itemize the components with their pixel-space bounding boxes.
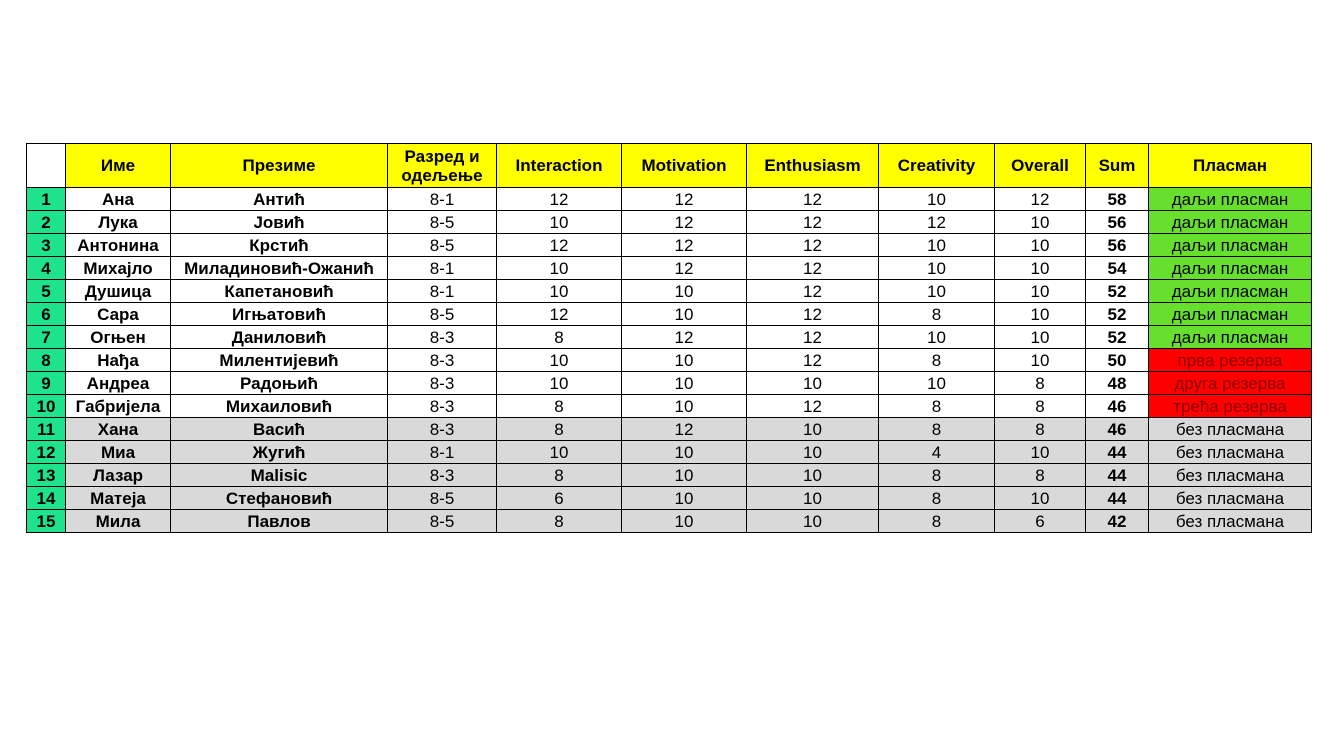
overall-cell[interactable]: 10 [995, 441, 1086, 464]
class-cell[interactable]: 8-1 [388, 257, 497, 280]
header-placement[interactable]: Пласман [1149, 144, 1312, 188]
rank-cell[interactable]: 6 [27, 303, 66, 326]
table-row [27, 372, 1312, 395]
sum-cell[interactable]: 56 [1086, 234, 1149, 257]
class-cell[interactable]: 8-1 [388, 280, 497, 303]
sum-cell[interactable]: 44 [1086, 441, 1149, 464]
table-row [27, 510, 1312, 533]
class-cell[interactable]: 8-3 [388, 464, 497, 487]
motivation-cell[interactable]: 10 [622, 372, 747, 395]
motivation-cell[interactable]: 12 [622, 188, 747, 211]
enthusiasm-cell[interactable]: 12 [747, 349, 879, 372]
interaction-cell[interactable]: 10 [497, 280, 622, 303]
interaction-cell[interactable]: 8 [497, 464, 622, 487]
placement-cell[interactable]: даљи пласман [1149, 211, 1312, 234]
placement-cell[interactable]: друга резерва [1149, 372, 1312, 395]
sum-cell[interactable]: 54 [1086, 257, 1149, 280]
rank-cell[interactable]: 8 [27, 349, 66, 372]
interaction-cell[interactable]: 8 [497, 510, 622, 533]
placement-cell[interactable]: трећа резерва [1149, 395, 1312, 418]
motivation-cell[interactable]: 12 [622, 418, 747, 441]
placement-cell[interactable]: без пласмана [1149, 487, 1312, 510]
enthusiasm-cell[interactable]: 10 [747, 487, 879, 510]
header-sum[interactable]: Sum [1086, 144, 1149, 188]
motivation-cell[interactable]: 10 [622, 349, 747, 372]
sum-cell[interactable]: 44 [1086, 487, 1149, 510]
overall-cell[interactable]: 10 [995, 234, 1086, 257]
class-cell[interactable]: 8-5 [388, 487, 497, 510]
table-row [27, 418, 1312, 441]
placement-cell[interactable]: без пласмана [1149, 464, 1312, 487]
class-cell[interactable]: 8-5 [388, 303, 497, 326]
sum-cell[interactable]: 52 [1086, 326, 1149, 349]
motivation-cell[interactable]: 10 [622, 487, 747, 510]
rank-cell[interactable]: 11 [27, 418, 66, 441]
motivation-cell[interactable]: 12 [622, 211, 747, 234]
interaction-cell[interactable]: 6 [497, 487, 622, 510]
first-name-cell[interactable]: Лазар [66, 464, 171, 487]
sum-cell[interactable]: 56 [1086, 211, 1149, 234]
enthusiasm-cell[interactable]: 12 [747, 303, 879, 326]
placement-cell[interactable]: без пласмана [1149, 510, 1312, 533]
rank-cell[interactable]: 4 [27, 257, 66, 280]
creativity-cell[interactable]: 10 [879, 257, 995, 280]
first-name-cell[interactable]: Ана [66, 188, 171, 211]
first-name-cell[interactable]: Миа [66, 441, 171, 464]
last-name-cell[interactable]: Михаиловић [171, 395, 388, 418]
overall-cell[interactable]: 8 [995, 464, 1086, 487]
placement-cell[interactable]: даљи пласман [1149, 257, 1312, 280]
creativity-cell[interactable]: 8 [879, 303, 995, 326]
creativity-cell[interactable]: 8 [879, 418, 995, 441]
interaction-cell[interactable]: 8 [497, 326, 622, 349]
overall-cell[interactable]: 10 [995, 211, 1086, 234]
rank-cell[interactable]: 2 [27, 211, 66, 234]
sum-cell[interactable]: 50 [1086, 349, 1149, 372]
overall-cell[interactable]: 6 [995, 510, 1086, 533]
interaction-cell[interactable]: 8 [497, 395, 622, 418]
first-name-cell[interactable]: Матеја [66, 487, 171, 510]
class-cell[interactable]: 8-3 [388, 349, 497, 372]
interaction-cell[interactable]: 10 [497, 372, 622, 395]
table-row [27, 188, 1312, 211]
rank-cell[interactable]: 5 [27, 280, 66, 303]
rank-cell[interactable]: 10 [27, 395, 66, 418]
interaction-cell[interactable]: 10 [497, 211, 622, 234]
overall-cell[interactable]: 10 [995, 326, 1086, 349]
sum-cell[interactable]: 48 [1086, 372, 1149, 395]
placement-cell[interactable]: даљи пласман [1149, 303, 1312, 326]
corner-cell[interactable] [27, 144, 66, 188]
table-row [27, 395, 1312, 418]
header-last-name[interactable]: Презиме [171, 144, 388, 188]
rank-cell[interactable]: 12 [27, 441, 66, 464]
table-row [27, 487, 1312, 510]
class-cell[interactable]: 8-3 [388, 326, 497, 349]
class-cell[interactable]: 8-5 [388, 510, 497, 533]
overall-cell[interactable]: 8 [995, 395, 1086, 418]
last-name-cell[interactable]: Крстић [171, 234, 388, 257]
interaction-cell[interactable]: 12 [497, 188, 622, 211]
header-enthusiasm[interactable]: Enthusiasm [747, 144, 879, 188]
last-name-cell[interactable]: Игњатовић [171, 303, 388, 326]
ranking-table [26, 143, 1312, 533]
rank-cell[interactable]: 13 [27, 464, 66, 487]
table-row [27, 349, 1312, 372]
interaction-cell[interactable]: 10 [497, 441, 622, 464]
enthusiasm-cell[interactable]: 12 [747, 280, 879, 303]
overall-cell[interactable]: 12 [995, 188, 1086, 211]
enthusiasm-cell[interactable]: 12 [747, 211, 879, 234]
creativity-cell[interactable]: 10 [879, 372, 995, 395]
creativity-cell[interactable]: 10 [879, 234, 995, 257]
first-name-cell[interactable]: Лука [66, 211, 171, 234]
enthusiasm-cell[interactable]: 10 [747, 441, 879, 464]
placement-cell[interactable]: без пласмана [1149, 418, 1312, 441]
header-creativity[interactable]: Creativity [879, 144, 995, 188]
motivation-cell[interactable]: 10 [622, 464, 747, 487]
enthusiasm-cell[interactable]: 12 [747, 257, 879, 280]
placement-cell[interactable]: без пласмана [1149, 441, 1312, 464]
interaction-cell[interactable]: 12 [497, 303, 622, 326]
first-name-cell[interactable]: Нађа [66, 349, 171, 372]
placement-cell[interactable]: даљи пласман [1149, 280, 1312, 303]
sum-cell[interactable]: 42 [1086, 510, 1149, 533]
interaction-cell[interactable]: 8 [497, 418, 622, 441]
sum-cell[interactable]: 52 [1086, 303, 1149, 326]
overall-cell[interactable]: 8 [995, 418, 1086, 441]
placement-cell[interactable]: даљи пласман [1149, 326, 1312, 349]
interaction-cell[interactable]: 10 [497, 349, 622, 372]
table-row [27, 211, 1312, 234]
class-cell[interactable]: 8-5 [388, 211, 497, 234]
motivation-cell[interactable]: 12 [622, 257, 747, 280]
last-name-cell[interactable]: Павлов [171, 510, 388, 533]
last-name-cell[interactable]: Васић [171, 418, 388, 441]
rank-cell[interactable]: 3 [27, 234, 66, 257]
creativity-cell[interactable]: 8 [879, 395, 995, 418]
enthusiasm-cell[interactable]: 10 [747, 510, 879, 533]
enthusiasm-cell[interactable]: 12 [747, 326, 879, 349]
class-cell[interactable]: 8-3 [388, 418, 497, 441]
sum-cell[interactable]: 44 [1086, 464, 1149, 487]
rank-cell[interactable]: 15 [27, 510, 66, 533]
overall-cell[interactable]: 10 [995, 280, 1086, 303]
last-name-cell[interactable]: Миладиновић-Ожанић [171, 257, 388, 280]
table-row [27, 326, 1312, 349]
header-motivation[interactable]: Motivation [622, 144, 747, 188]
header-class[interactable]: Разред и одељење [388, 144, 497, 188]
table-row [27, 280, 1312, 303]
table-row [27, 234, 1312, 257]
class-cell[interactable]: 8-5 [388, 234, 497, 257]
last-name-cell[interactable]: Капетановић [171, 280, 388, 303]
table-row [27, 464, 1312, 487]
class-cell[interactable]: 8-3 [388, 372, 497, 395]
header-row [27, 144, 1312, 188]
last-name-cell[interactable]: Јовић [171, 211, 388, 234]
class-cell[interactable]: 8-1 [388, 188, 497, 211]
table-row [27, 303, 1312, 326]
rank-cell[interactable]: 1 [27, 188, 66, 211]
enthusiasm-cell[interactable]: 12 [747, 188, 879, 211]
placement-cell[interactable]: прва резерва [1149, 349, 1312, 372]
sum-cell[interactable]: 58 [1086, 188, 1149, 211]
table-row [27, 441, 1312, 464]
rank-cell[interactable]: 7 [27, 326, 66, 349]
last-name-cell[interactable]: Милентијевић [171, 349, 388, 372]
creativity-cell[interactable]: 10 [879, 280, 995, 303]
creativity-cell[interactable]: 8 [879, 487, 995, 510]
header-interaction[interactable]: Interaction [497, 144, 622, 188]
class-cell[interactable]: 8-1 [388, 441, 497, 464]
table-row [27, 257, 1312, 280]
last-name-cell[interactable]: Даниловић [171, 326, 388, 349]
overall-cell[interactable]: 10 [995, 487, 1086, 510]
last-name-cell[interactable]: Malisic [171, 464, 388, 487]
overall-cell[interactable]: 10 [995, 303, 1086, 326]
last-name-cell[interactable]: Жугић [171, 441, 388, 464]
creativity-cell[interactable]: 10 [879, 188, 995, 211]
motivation-cell[interactable]: 10 [622, 280, 747, 303]
motivation-cell[interactable]: 12 [622, 234, 747, 257]
enthusiasm-cell[interactable]: 12 [747, 234, 879, 257]
first-name-cell[interactable]: Сара [66, 303, 171, 326]
motivation-cell[interactable]: 10 [622, 395, 747, 418]
sum-cell[interactable]: 46 [1086, 418, 1149, 441]
last-name-cell[interactable]: Антић [171, 188, 388, 211]
motivation-cell[interactable]: 10 [622, 303, 747, 326]
first-name-cell[interactable]: Огњен [66, 326, 171, 349]
creativity-cell[interactable]: 8 [879, 464, 995, 487]
enthusiasm-cell[interactable]: 10 [747, 372, 879, 395]
overall-cell[interactable]: 8 [995, 372, 1086, 395]
placement-cell[interactable]: даљи пласман [1149, 234, 1312, 257]
header-overall[interactable]: Overall [995, 144, 1086, 188]
rank-cell[interactable]: 9 [27, 372, 66, 395]
first-name-cell[interactable]: Антонина [66, 234, 171, 257]
first-name-cell[interactable]: Мила [66, 510, 171, 533]
overall-cell[interactable]: 10 [995, 257, 1086, 280]
motivation-cell[interactable]: 10 [622, 510, 747, 533]
first-name-cell[interactable]: Душица [66, 280, 171, 303]
creativity-cell[interactable]: 12 [879, 211, 995, 234]
creativity-cell[interactable]: 4 [879, 441, 995, 464]
enthusiasm-cell[interactable]: 10 [747, 464, 879, 487]
last-name-cell[interactable]: Стефановић [171, 487, 388, 510]
enthusiasm-cell[interactable]: 12 [747, 395, 879, 418]
interaction-cell[interactable]: 10 [497, 257, 622, 280]
class-cell[interactable]: 8-3 [388, 395, 497, 418]
sum-cell[interactable]: 52 [1086, 280, 1149, 303]
creativity-cell[interactable]: 8 [879, 510, 995, 533]
header-first-name[interactable]: Име [66, 144, 171, 188]
enthusiasm-cell[interactable]: 10 [747, 418, 879, 441]
creativity-cell[interactable]: 10 [879, 326, 995, 349]
sum-cell[interactable]: 46 [1086, 395, 1149, 418]
motivation-cell[interactable]: 10 [622, 441, 747, 464]
overall-cell[interactable]: 10 [995, 349, 1086, 372]
first-name-cell[interactable]: Габријела [66, 395, 171, 418]
last-name-cell[interactable]: Радоњић [171, 372, 388, 395]
first-name-cell[interactable]: Андреа [66, 372, 171, 395]
rank-cell[interactable]: 14 [27, 487, 66, 510]
first-name-cell[interactable]: Михајло [66, 257, 171, 280]
interaction-cell[interactable]: 12 [497, 234, 622, 257]
placement-cell[interactable]: даљи пласман [1149, 188, 1312, 211]
motivation-cell[interactable]: 12 [622, 326, 747, 349]
creativity-cell[interactable]: 8 [879, 349, 995, 372]
first-name-cell[interactable]: Хана [66, 418, 171, 441]
